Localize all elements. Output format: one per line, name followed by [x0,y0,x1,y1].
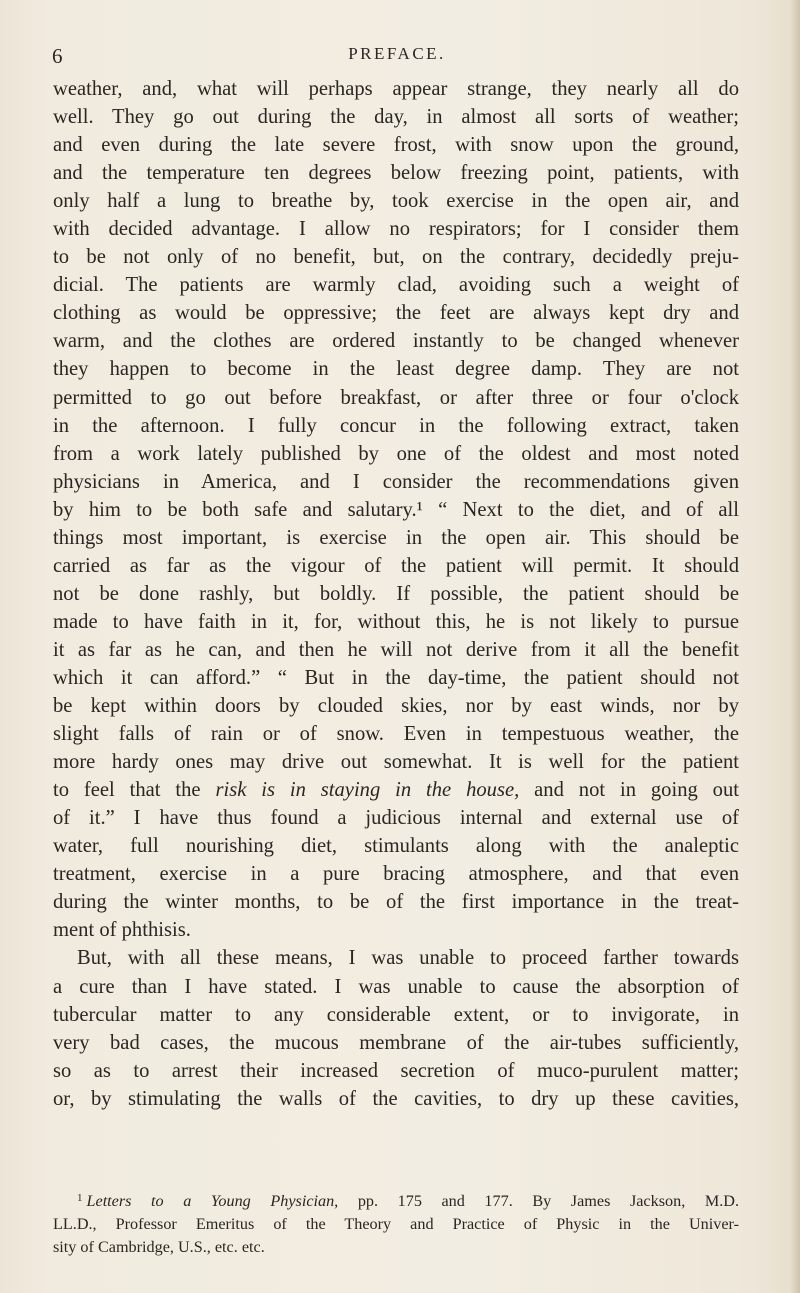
text-line-with-italic [53,776,739,804]
text-line: to be not only of no benefit, but, on the contrary, decidedly preju- [53,246,739,269]
text-line: in the afternoon. I fully concur in the following extract, taken [53,414,739,437]
running-head [52,44,742,70]
text-line: so as to arrest their increased secretion of muco-purulent matter; [53,1059,739,1082]
text-line: well. They go out during the day, in almost all sorts of weather; [53,106,739,129]
text-line: it as far as he can, and then he will not derive from it all the benefit [53,638,739,661]
text-line: only half a lung to breathe by, took exercise in the open air, and [53,190,739,213]
page-edge-shadow [790,0,800,1293]
text-line: and even during the late severe frost, with snow upon the ground, [53,134,739,157]
text-line: treatment, exercise in a pure bracing atmosphere, and that even [53,863,739,886]
text-line: from a work lately published by one of the oldest and most noted [53,442,739,465]
footnote [53,1187,739,1259]
footnote-line [53,1187,739,1213]
text-line: water, full nourishing diet, stimulants along with the analeptic [53,835,739,858]
text-line: tubercular matter to any considerable extent, or to invigorate, in [53,1003,739,1026]
italic-phrase: risk is in staying in the house, [215,779,520,802]
footnote-title: Letters to a Young Physician, [86,1192,339,1210]
paragraph-end-line: ment of phthisis. [53,919,191,942]
text-segment: and not in going out [519,779,739,802]
text-line: with decided advantage. I allow no respirators; for I consider them [53,218,739,241]
text-segment: to feel that the [53,779,216,802]
body-text [53,75,739,1113]
text-line: physicians in America, and I consider the recommendations given [53,470,739,493]
text-line: permitted to go out before breakfast, or after three or four o'clock [53,386,739,409]
text-line: carried as far as the vigour of the patient will permit. It should [53,554,739,577]
text-line: during the winter months, to be of the first importance in the treat- [53,891,739,914]
text-line: they happen to become in the least degree damp. They are not [53,358,739,381]
text-line: or, by stimulating the walls of the cavities, to dry up these cavities, [53,1087,739,1110]
text-line: not be done rashly, but boldly. If possible, the patient should be [53,582,739,605]
text-line: and the temperature ten degrees below freezing point, patients, with [53,162,739,185]
text-line: a cure than I have stated. I was unable to cause the absorption of [53,975,739,998]
footnote-line: sity of Cambridge, U.S., etc. etc. [53,1238,265,1256]
text-line: dicial. The patients are warmly clad, avoiding such a weight of [53,274,739,297]
text-line: slight falls of rain or of snow. Even in tempestuous weather, the [53,723,739,746]
text-line: very bad cases, the mucous membrane of the air-tubes sufficiently, [53,1031,739,1054]
text-line: made to have faith in it, for, without this, he is not likely to pursue [53,610,739,633]
text-line: clothing as would be oppressive; the feet are always kept dry and [53,302,739,325]
text-line: be kept within doors by clouded skies, nor by east winds, nor by [53,695,739,718]
text-line: weather, and, what will perhaps appear strange, they nearly all do [53,78,739,100]
text-line: which it can afford.” “ But in the day-time, the patient should not [53,666,739,689]
footnote-line: LL.D., Professor Emeritus of the Theory and Practice of Physic in the Univer- [53,1215,739,1233]
page-number: 6 [52,44,63,68]
footnote-marker: 1 [77,1192,83,1204]
footnote-text: pp. 175 and 177. By James Jackson, M.D. [338,1192,739,1210]
text-line: more hardy ones may drive out somewhat. It is well for the patient [53,751,739,774]
running-title: PREFACE. [348,44,446,63]
paragraph-start-line: But, with all these means, I was unable to proceed farther towards [77,947,739,970]
text-line: by him to be both safe and salutary.¹ “ Next to the diet, and of all [53,498,739,521]
text-line: of it.” I have thus found a judicious internal and external use of [53,807,739,830]
text-line: things most important, is exercise in the open air. This should be [53,526,739,549]
text-line: warm, and the clothes are ordered instantly to be changed whenever [53,330,739,353]
